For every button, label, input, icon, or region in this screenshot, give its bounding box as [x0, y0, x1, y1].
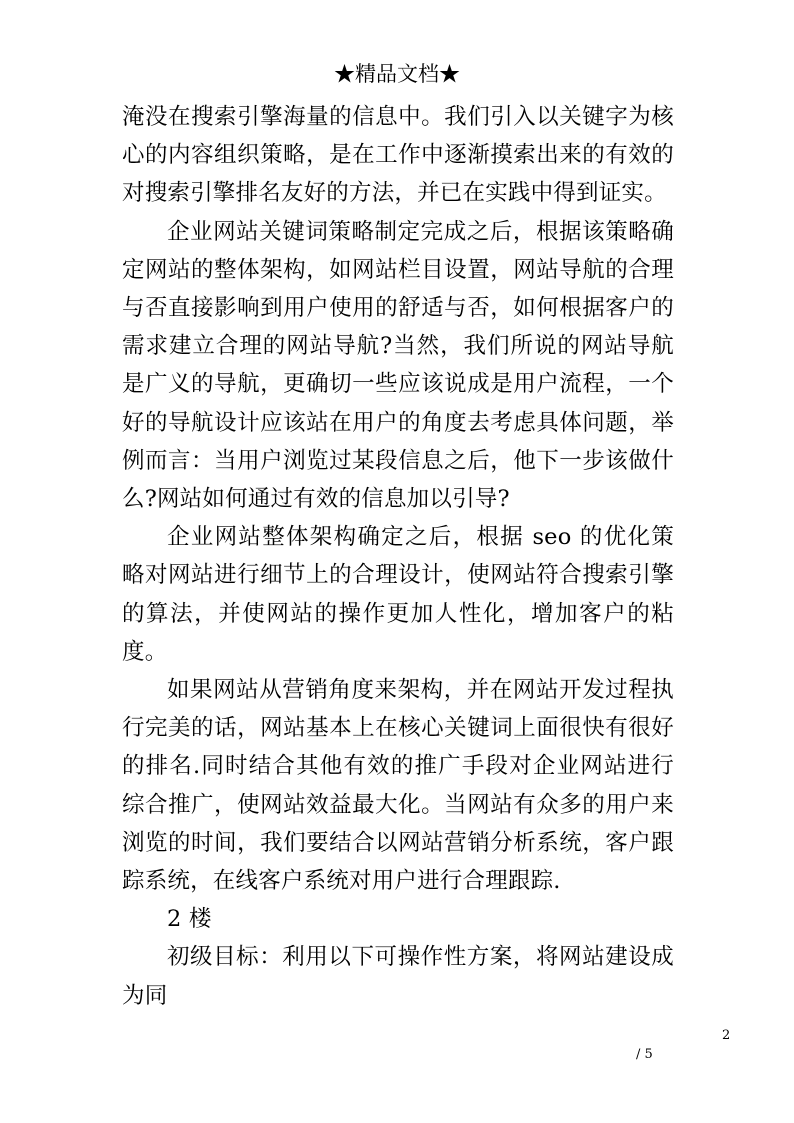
page-total: / 5 [636, 1047, 653, 1062]
paragraph-initial-goal: 初级目标：利用以下可操作性方案，将网站建设成为同 [122, 944, 674, 1009]
page-number: 2 [722, 1028, 731, 1043]
floor-label: 2 楼 [167, 906, 212, 933]
document-header-title: ★精品文档★ [334, 62, 460, 86]
paragraph-architecture: 企业网站整体架构确定之后，根据 seo 的优化策略对网站进行细节上的合理设计，使网站符合搜索引擎的算法，并使网站的操作更加人性化，增加客户的粘度。 [122, 524, 674, 665]
paragraph-keyword-strategy: 企业网站关键词策略制定完成之后，根据该策略确定网站的整体架构，如网站栏目设置，网站导航的合理与否直接影响到用户使用的舒适与否，如何根据客户的需求建立合理的网站导航?当然，我们所说的网站导航是广义的导航，更确切一些应该说成是用户流程，一个好的导航设计应该站在用户的角度去考虑具体问题，举例而言：当用户浏览过某段信息之后，他下一步该做什么?网站如何通过有效的信息加以引导? [122, 218, 674, 513]
document-body [122, 98, 674, 1015]
paragraph-marketing: 如果网站从营销角度来架构，并在网站开发过程执行完美的话，网站基本上在核心关键词上面很快有很好的排名.同时结合其他有效的推广手段对企业网站进行综合推广，使网站效益最大化。当网站有众多的用户来浏览的时间，我们要结合以网站营销分析系统，客户跟踪系统，在线客户系统对用户进行合理跟踪. [122, 677, 674, 895]
paragraph-continuation: 淹没在搜索引擎海量的信息中。我们引入以关键字为核心的内容组织策略，是在工作中逐渐摸索出来的有效的对搜索引擎排名友好的方法，并已在实践中得到证实。 [122, 104, 674, 207]
